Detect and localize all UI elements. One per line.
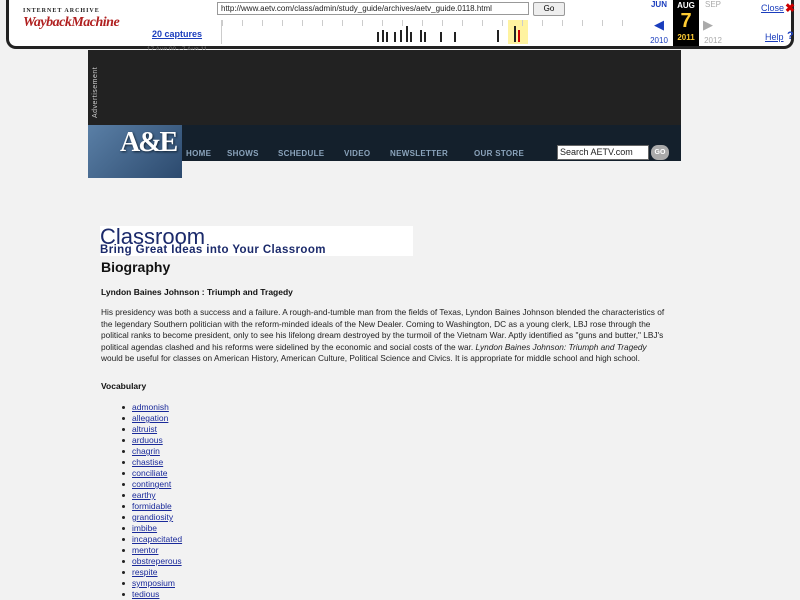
captures-info bbox=[137, 24, 217, 53]
vocab-item[interactable] bbox=[132, 468, 182, 479]
nav-our-store[interactable]: OUR STORE bbox=[474, 149, 525, 158]
vocab-item[interactable] bbox=[132, 567, 182, 578]
vocab-link[interactable]: admonish bbox=[132, 402, 169, 412]
sparkline-tick bbox=[522, 20, 523, 26]
site-search-go-button[interactable]: GO bbox=[651, 145, 669, 160]
sparkline-bar bbox=[377, 32, 379, 42]
vocab-item[interactable] bbox=[132, 479, 182, 490]
next-year: 2012 bbox=[704, 36, 722, 45]
close-icon[interactable]: ✖ bbox=[785, 1, 796, 15]
capture-sparkline[interactable] bbox=[221, 20, 641, 44]
vocab-item[interactable] bbox=[132, 402, 182, 413]
current-day: 7 bbox=[680, 10, 692, 32]
vocab-link[interactable]: allegation bbox=[132, 413, 169, 423]
sparkline-tick bbox=[582, 20, 583, 26]
wayback-logo-main: WaybackMachine bbox=[23, 15, 120, 30]
help-link[interactable]: Help bbox=[765, 32, 784, 42]
vocab-link[interactable]: tedious bbox=[132, 589, 160, 599]
vocab-link[interactable]: grandiosity bbox=[132, 512, 174, 522]
sparkline-tick bbox=[442, 20, 443, 26]
sparkline-tick bbox=[562, 20, 563, 26]
vocab-link[interactable]: incapacitated bbox=[132, 534, 183, 544]
vocab-item[interactable] bbox=[132, 545, 182, 556]
vocab-link[interactable]: contingent bbox=[132, 479, 172, 489]
vocab-item[interactable] bbox=[132, 457, 182, 468]
classroom-title: Classroom bbox=[100, 224, 206, 249]
site-search-input[interactable]: Search AETV.com bbox=[557, 145, 649, 160]
sparkline-tick bbox=[362, 20, 363, 26]
advertisement-banner[interactable] bbox=[88, 50, 681, 125]
vocab-link[interactable]: earthy bbox=[132, 490, 156, 500]
nav-home[interactable]: HOME bbox=[186, 149, 212, 158]
vocabulary-list bbox=[132, 402, 182, 600]
sparkline-tick bbox=[382, 20, 383, 26]
wayback-toolbar bbox=[6, 0, 794, 49]
ae-logo-text: A&E bbox=[120, 127, 177, 158]
sparkline-tick bbox=[602, 20, 603, 26]
advertisement-label: Advertisement bbox=[92, 66, 99, 118]
vocab-item[interactable] bbox=[132, 589, 182, 600]
nav-shows[interactable]: SHOWS bbox=[227, 149, 259, 158]
current-year: 2011 bbox=[677, 33, 695, 42]
sparkline-tick bbox=[242, 20, 243, 26]
nav-schedule[interactable]: SCHEDULE bbox=[278, 149, 325, 158]
vocab-item[interactable] bbox=[132, 578, 182, 589]
vocab-item[interactable] bbox=[132, 512, 182, 523]
lesson-title: Lyndon Baines Johnson : Triumph and Tragedy bbox=[101, 287, 293, 297]
sparkline-bar bbox=[394, 32, 396, 42]
sparkline-bar bbox=[382, 30, 384, 42]
sparkline-tick bbox=[402, 20, 403, 26]
description-text-b: would be useful for classes on American History, American Culture, Political Science and Civics. It is appropriate for middle school and high school. bbox=[101, 353, 640, 363]
nav-video[interactable]: VIDEO bbox=[344, 149, 371, 158]
sparkline-tick bbox=[222, 20, 223, 26]
next-month: SEP bbox=[704, 0, 721, 9]
vocab-link[interactable]: symposium bbox=[132, 578, 175, 588]
vocab-item[interactable] bbox=[132, 556, 182, 567]
vocab-item[interactable] bbox=[132, 534, 182, 545]
vocab-item[interactable] bbox=[132, 424, 182, 435]
vocab-link[interactable]: obstreperous bbox=[132, 556, 182, 566]
help-icon[interactable]: ? bbox=[787, 30, 794, 42]
nav-newsletter[interactable]: NEWSLETTER bbox=[390, 149, 449, 158]
wayback-go-button[interactable]: Go bbox=[533, 2, 565, 16]
sparkline-tick bbox=[482, 20, 483, 26]
lesson-description bbox=[101, 307, 666, 365]
vocab-link[interactable]: conciliate bbox=[132, 468, 168, 478]
prev-month[interactable]: JUN bbox=[650, 0, 667, 9]
sparkline-bar bbox=[420, 30, 422, 42]
vocabulary-heading: Vocabulary bbox=[101, 381, 147, 391]
sparkline-tick bbox=[622, 20, 623, 26]
wayback-logo-top: INTERNET ARCHIVE bbox=[23, 8, 100, 14]
vocab-link[interactable]: mentor bbox=[132, 545, 159, 555]
vocab-link[interactable]: respite bbox=[132, 567, 158, 577]
sparkline-bar bbox=[406, 26, 408, 42]
sparkline-tick bbox=[322, 20, 323, 26]
sparkline-bar bbox=[518, 30, 520, 42]
vocab-item[interactable] bbox=[132, 490, 182, 501]
vocab-link[interactable]: arduous bbox=[132, 435, 163, 445]
prev-year[interactable]: 2010 bbox=[650, 36, 668, 45]
sparkline-tick bbox=[302, 20, 303, 26]
current-month: AUG bbox=[677, 1, 695, 10]
sparkline-bar bbox=[497, 30, 499, 42]
close-link[interactable]: Close bbox=[761, 3, 785, 13]
sparkline-bar bbox=[454, 32, 456, 42]
sparkline-bar bbox=[410, 32, 412, 42]
vocab-link[interactable]: chastise bbox=[132, 457, 164, 467]
vocab-item[interactable] bbox=[132, 501, 182, 512]
ae-logo[interactable] bbox=[88, 125, 182, 178]
vocab-link[interactable]: chagrin bbox=[132, 446, 160, 456]
vocab-item[interactable] bbox=[132, 523, 182, 534]
sparkline-tick bbox=[342, 20, 343, 26]
vocab-link[interactable]: imbibe bbox=[132, 523, 158, 533]
sparkline-bar bbox=[514, 26, 516, 42]
current-capture bbox=[673, 0, 699, 46]
vocab-item[interactable] bbox=[132, 435, 182, 446]
prev-capture-arrow-icon[interactable]: ◀ bbox=[654, 17, 664, 32]
sparkline-tick bbox=[542, 20, 543, 26]
next-capture-arrow-icon: ▶ bbox=[703, 17, 713, 32]
vocab-item[interactable] bbox=[132, 413, 182, 424]
captures-link[interactable]: 20 captures bbox=[151, 29, 203, 39]
vocab-link[interactable]: formidable bbox=[132, 501, 172, 511]
wayback-logo[interactable] bbox=[23, 8, 120, 38]
sparkline-tick bbox=[502, 20, 503, 26]
wayback-url-input[interactable]: http://www.aetv.com/class/admin/study_guide/archives/aetv_guide.0118.html bbox=[217, 2, 529, 15]
sparkline-tick bbox=[462, 20, 463, 26]
sparkline-bar bbox=[386, 32, 388, 42]
vocab-link[interactable]: altruist bbox=[132, 424, 158, 434]
description-text-a: His presidency was both a success and a failure. A rough-and-tumble man from the fields of Texas, Lyndon Baines Johnson blended the characteristics of the legendary Southern politician with the reform-minded ideals of the New Dealer. Coming to Washington, DC as a young clerk, LBJ rose through the political ranks to become president, only to see his lifelong dream destroyed by the turmoil of the Vietnam War. Aptly identified as "guns and butter," LBJ's political agendas clashed and his reforms were sidelined by the economic and social costs of the war. bbox=[101, 307, 665, 352]
classroom-subtitle: Bring Great Ideas into Your Classroom bbox=[100, 244, 326, 256]
section-heading: Biography bbox=[101, 259, 171, 275]
sparkline-bar bbox=[440, 32, 442, 42]
vocab-item[interactable] bbox=[132, 446, 182, 457]
sparkline-tick bbox=[282, 20, 283, 26]
sparkline-tick bbox=[422, 20, 423, 26]
sparkline-bar bbox=[424, 32, 426, 42]
sparkline-tick bbox=[262, 20, 263, 26]
sparkline-bar bbox=[400, 30, 402, 42]
description-title-em: Lyndon Baines Johnson: Triumph and Tragedy bbox=[475, 341, 647, 352]
